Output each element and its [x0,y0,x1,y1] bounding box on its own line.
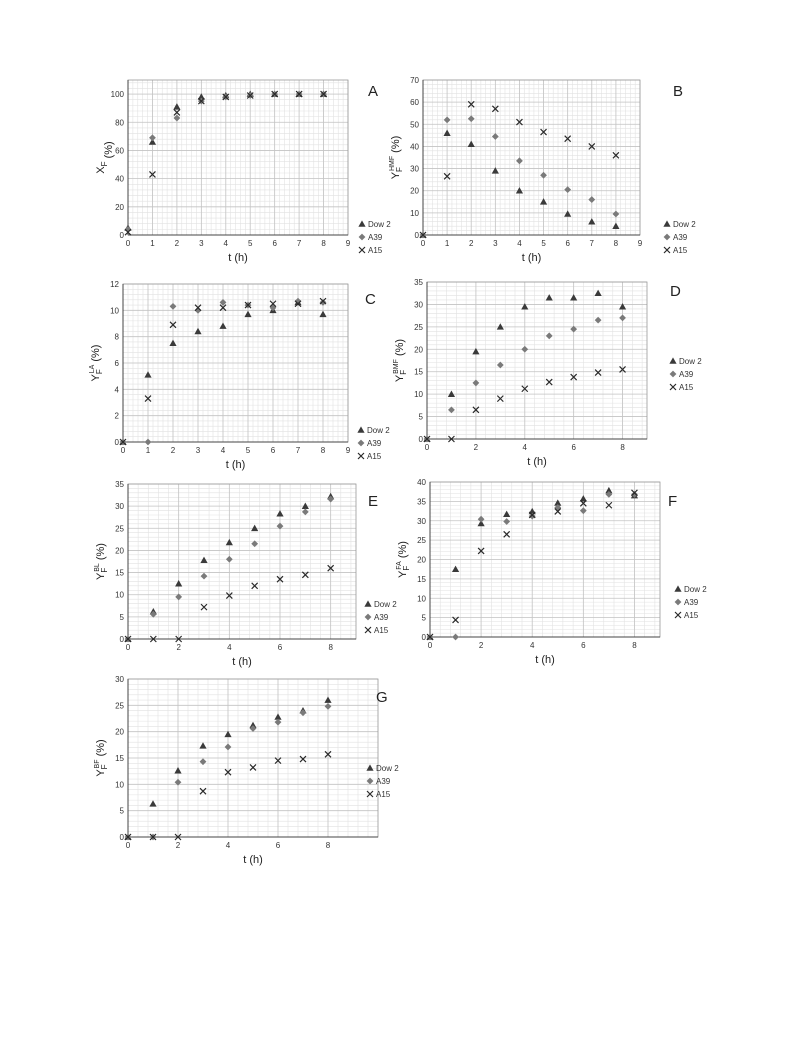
grid [128,679,378,837]
legend-label-a39: A39 [684,598,699,607]
legend [674,585,707,620]
legend-marker-a15 [670,384,676,390]
legend-label-a39: A39 [374,613,389,622]
y-tick-label: 0 [119,231,124,240]
legend-label-a15: A15 [673,246,688,255]
panel-letter: B [673,83,684,100]
legend-marker-a39 [359,234,366,241]
data-point-a39 [225,744,232,751]
y-tick-label: 20 [410,186,419,196]
y-axis-title-ylabel-tail: (%) [394,338,406,360]
data-point-a39 [325,703,332,710]
y-tick-label: 15 [417,574,426,584]
y-axis-title-ylabel-sub: F [100,161,109,167]
x-tick-label: 0 [420,239,426,248]
y-axis-title-ylabel-tail: (%) [95,543,107,564]
x-tick-label: 0 [120,446,126,455]
data-point-a39 [200,758,207,765]
data-point-dow-2 [200,557,207,563]
grid [123,284,348,442]
y-tick-label: 50 [410,120,419,130]
y-tick-label: 15 [115,568,124,578]
data-point-a15 [300,756,306,762]
y-tick-label: 25 [414,322,423,332]
data-point-dow-2 [546,294,553,300]
x-tick-label: 7 [589,239,595,248]
x-tick-label: 2 [175,841,181,850]
y-tick-label: 25 [115,701,124,711]
panel-letter: G [376,689,388,706]
legend-label-a39: A39 [679,370,694,379]
panel-a [95,72,400,272]
chart-b [385,72,705,272]
x-tick-label: 0 [125,239,131,248]
y-tick-label: 60 [115,146,124,156]
y-tick-label: 10 [417,594,426,604]
grid [430,482,660,637]
data-point-a39 [275,719,282,726]
y-axis-title [393,339,408,382]
legend [364,600,397,635]
y-tick-label: 8 [114,332,119,342]
x-axis-title: t (h) [243,854,263,866]
data-point-a39 [564,186,571,193]
legend-marker-dow-2 [364,600,371,606]
data-point-a39 [149,134,156,141]
data-point-a39 [444,116,451,123]
x-tick-label: 6 [581,641,586,650]
chart-a [95,72,400,272]
x-tick-label: 1 [444,239,450,248]
y-tick-label: 100 [110,90,124,100]
x-tick-label: 9 [637,239,643,248]
x-axis-title: t (h) [232,656,252,668]
y-tick-label: 30 [115,502,124,512]
legend-label-dow-2: Dow 2 [367,426,390,435]
y-axis-title [94,739,109,776]
panel-b [385,72,705,272]
chart-g [94,675,420,878]
data-point-dow-2 [226,539,233,545]
x-tick-label: 8 [620,443,625,452]
x-tick-label: 6 [571,443,576,452]
y-tick-label: 15 [414,367,423,377]
x-tick-label: 4 [227,643,232,652]
x-tick-label: 0 [424,443,430,452]
x-tick-label: 1 [150,239,155,248]
y-tick-label: 0 [421,633,426,642]
grid [128,80,348,235]
x-tick-label: 2 [174,239,180,248]
y-tick-label: 30 [417,516,426,526]
x-tick-label: 8 [321,239,326,248]
legend-marker-dow-2 [366,764,373,770]
x-tick-label: 4 [529,641,535,650]
y-axis-title-ylabel-main: Y [394,374,406,383]
data-point-dow-2 [149,800,156,806]
panel-c [89,278,395,478]
data-point-dow-2 [612,223,619,229]
data-point-a39 [302,509,309,516]
y-tick-label: 12 [110,280,119,289]
x-tick-label: 4 [223,239,229,248]
data-point-dow-2 [276,510,283,516]
data-point-dow-2 [199,742,206,748]
legend-label-a15: A15 [367,452,382,461]
y-axis-title-ylabel-tail: (%) [390,135,402,156]
legend-label-dow-2: Dow 2 [368,220,391,229]
data-point-dow-2 [564,210,571,216]
legend-label-dow-2: Dow 2 [673,220,696,229]
y-tick-label: 0 [418,435,423,444]
x-tick-label: 0 [125,841,131,850]
legend-marker-a39 [358,440,365,447]
legend-label-a15: A15 [684,611,699,620]
x-tick-label: 3 [195,446,201,455]
data-point-a15 [250,764,256,770]
x-tick-label: 2 [468,239,474,248]
data-point-dow-2 [194,328,201,334]
x-tick-label: 0 [427,641,433,650]
data-point-dow-2 [444,130,451,136]
panel-letter: C [365,291,376,308]
y-tick-label: 25 [417,536,426,546]
data-point-dow-2 [244,311,251,317]
legend-marker-a15 [664,247,670,253]
x-tick-label: 4 [225,841,231,850]
x-tick-label: 3 [493,239,498,248]
y-axis-title [95,141,115,173]
chart-c [89,278,395,478]
x-tick-label: 4 [517,239,522,248]
legend-marker-a15 [365,627,371,633]
data-point-dow-2 [173,103,180,109]
y-tick-label: 35 [115,480,124,489]
grid [427,282,647,439]
y-axis-title-ylabel-tail: (%) [90,344,102,365]
data-point-a39 [516,157,523,164]
panel-letter: A [368,83,379,100]
x-tick-label: 2 [176,643,181,652]
x-tick-label: 8 [320,446,326,455]
panel-e [94,478,418,678]
data-point-a15 [546,379,552,385]
y-axis-title-ylabel-sup: FA [396,561,403,570]
y-tick-label: 30 [410,164,419,174]
panel-letter: F [668,493,678,510]
legend-marker-dow-2 [674,585,681,591]
data-point-dow-2 [174,767,181,773]
y-axis-title-ylabel-main: Y [390,171,402,180]
data-point-a39 [468,115,475,122]
data-point-a39 [521,346,528,353]
plot-frame [128,484,356,639]
x-tick-label: 5 [245,446,251,455]
y-tick-label: 20 [417,555,426,565]
y-tick-label: 10 [115,590,124,600]
y-axis-title-ylabel-sub: F [399,369,408,375]
x-tick-label: 8 [613,239,619,248]
y-axis-title-ylabel-tail: (%) [397,541,409,562]
y-tick-label: 10 [115,780,124,790]
y-tick-label: 15 [115,754,124,763]
y-tick-label: 0 [119,635,124,644]
y-tick-label: 10 [110,306,119,316]
x-tick-label: 1 [145,446,151,455]
panel-letter: D [670,283,681,300]
x-tick-label: 6 [272,239,277,248]
legend [663,220,696,255]
y-axis-title-ylabel-sup: BMF [393,359,400,374]
data-point-dow-2 [595,290,602,296]
legend-label-dow-2: Dow 2 [684,585,707,594]
y-tick-label: 40 [410,142,419,152]
y-axis-title-ylabel-sup: BL [94,563,101,572]
x-tick-label: 3 [199,239,204,248]
data-point-a39 [546,332,553,339]
y-tick-label: 10 [414,390,423,400]
legend-label-a15: A15 [368,246,383,255]
y-tick-label: 5 [119,806,124,816]
plot-frame [423,80,640,235]
y-tick-label: 20 [115,727,124,737]
chart-e [94,478,418,678]
plot-frame [128,80,348,235]
x-axis-title: t (h) [527,456,547,468]
legend-marker-a39 [664,234,671,241]
legend-label-a39: A39 [376,777,391,786]
data-point-a39 [588,196,595,203]
y-tick-label: 25 [115,524,124,534]
legend-label-a15: A15 [679,383,694,392]
legend-marker-dow-2 [357,426,364,432]
data-point-a39 [503,518,510,525]
y-tick-label: 0 [414,231,419,240]
legend-marker-dow-2 [358,220,365,226]
data-point-dow-2 [324,696,331,702]
y-tick-label: 0 [119,833,124,842]
legend-marker-a39 [675,599,682,606]
legend-label-dow-2: Dow 2 [679,357,702,366]
legend-label-a15: A15 [376,790,391,799]
y-axis-title-ylabel-main: X [95,166,107,174]
x-axis-title: t (h) [535,654,555,666]
plot-frame [427,282,647,439]
data-point-a39 [226,556,233,563]
data-point-dow-2 [503,511,510,517]
y-axis-title [89,345,104,382]
y-tick-label: 5 [418,412,423,422]
data-point-a39 [170,303,177,310]
y-tick-label: 6 [114,359,119,368]
data-point-dow-2 [468,141,475,147]
y-axis-title-ylabel-main: Y [397,570,409,578]
x-tick-label: 6 [277,643,283,652]
y-axis-title-ylabel-sup: HMF [389,155,396,172]
x-tick-label: 0 [125,643,131,652]
y-tick-label: 40 [115,174,124,184]
legend-marker-a15 [675,612,681,618]
legend-label-a39: A39 [368,233,383,242]
legend-marker-a39 [365,614,372,621]
legend-marker-a15 [359,247,365,253]
data-point-dow-2 [144,371,151,377]
grid [128,484,356,639]
y-tick-label: 10 [410,208,419,218]
y-tick-label: 4 [114,385,119,395]
x-tick-label: 7 [295,446,301,455]
y-tick-label: 30 [414,300,423,310]
x-axis-title: t (h) [225,459,246,471]
data-point-dow-2 [169,340,176,346]
data-point-dow-2 [492,167,499,173]
chart-d [385,278,705,478]
y-axis-title-ylabel-main: Y [90,374,102,382]
legend-marker-a39 [367,778,374,785]
legend-marker-a39 [670,371,677,378]
y-axis-title-ylabel-sub: F [100,567,109,573]
x-tick-label: 2 [170,446,176,455]
y-tick-label: 40 [417,478,426,487]
data-point-a39 [201,573,208,580]
legend [366,764,399,799]
y-tick-label: 20 [414,345,423,355]
x-tick-label: 6 [565,239,570,248]
y-axis-title-ylabel-sup: LA [89,364,96,374]
data-point-a15 [201,604,207,610]
data-point-a39 [145,439,152,446]
x-axis-title: t (h) [521,252,542,264]
data-point-a39 [612,211,619,218]
y-axis-title-ylabel-main: Y [95,572,107,580]
x-tick-label: 8 [632,641,637,650]
x-tick-label: 9 [345,239,351,248]
x-tick-label: 4 [522,443,528,452]
legend-label-a39: A39 [673,233,688,242]
y-axis-title-ylabel-main: Y [95,769,107,777]
x-tick-label: 6 [270,446,276,455]
panel-g [94,675,420,878]
data-point-dow-2 [588,218,595,224]
data-point-a15 [595,370,601,376]
data-point-dow-2 [175,580,182,586]
x-tick-label: 5 [541,239,546,248]
data-point-a39 [173,115,180,122]
data-point-dow-2 [274,713,281,719]
x-tick-label: 8 [325,841,331,850]
x-tick-label: 4 [220,446,226,455]
data-point-a15 [200,788,206,794]
data-point-dow-2 [219,323,226,329]
y-tick-label: 35 [414,278,423,287]
y-tick-label: 5 [119,612,124,622]
y-tick-label: 35 [417,497,426,507]
legend-marker-dow-2 [669,357,676,363]
y-tick-label: 0 [114,438,119,447]
x-tick-label: 7 [296,239,302,248]
x-tick-label: 9 [345,446,351,455]
x-tick-label: 2 [478,641,484,650]
panel-f [396,478,720,678]
legend-label-dow-2: Dow 2 [374,600,397,609]
legend-marker-a15 [358,453,364,459]
legend-label-a39: A39 [367,439,382,448]
y-axis-title-ylabel-sub: F [402,565,411,571]
y-tick-label: 5 [421,613,426,623]
y-tick-label: 20 [115,546,124,556]
y-tick-label: 60 [410,98,419,108]
panel-d [385,278,705,478]
panel-letter: E [368,493,379,510]
data-point-a39 [452,634,459,641]
data-point-a39 [619,314,626,321]
y-axis-title-ylabel-sub: F [395,167,404,172]
y-axis-title [396,541,411,578]
legend-label-a15: A15 [374,626,389,635]
grid [423,80,640,235]
y-axis-title-ylabel-tail: (%) [95,739,107,760]
y-axis-title-ylabel-tail: (%) [103,141,115,162]
legend-marker-dow-2 [663,220,670,226]
y-axis-title [389,136,404,180]
data-point-dow-2 [319,311,326,317]
data-point-dow-2 [452,566,459,572]
data-point-dow-2 [540,198,547,204]
y-tick-label: 20 [115,202,124,212]
x-axis-title: t (h) [228,252,248,264]
y-axis-title-ylabel-sub: F [95,369,104,375]
y-axis-title [94,543,109,580]
x-tick-label: 2 [473,443,479,452]
legend [669,357,702,392]
data-point-dow-2 [570,294,577,300]
y-axis-title-ylabel-sup: BF [94,759,101,769]
x-tick-label: 8 [328,643,333,652]
y-axis-title-ylabel-sub: F [100,764,109,770]
x-tick-label: 6 [275,841,281,850]
chart-f [396,478,720,678]
y-tick-label: 2 [114,411,119,421]
legend-label-dow-2: Dow 2 [376,764,399,773]
y-tick-label: 80 [115,118,124,128]
x-tick-label: 5 [247,239,253,248]
y-tick-label: 70 [410,76,419,85]
y-tick-label: 30 [115,675,124,684]
data-point-a39 [492,133,499,140]
